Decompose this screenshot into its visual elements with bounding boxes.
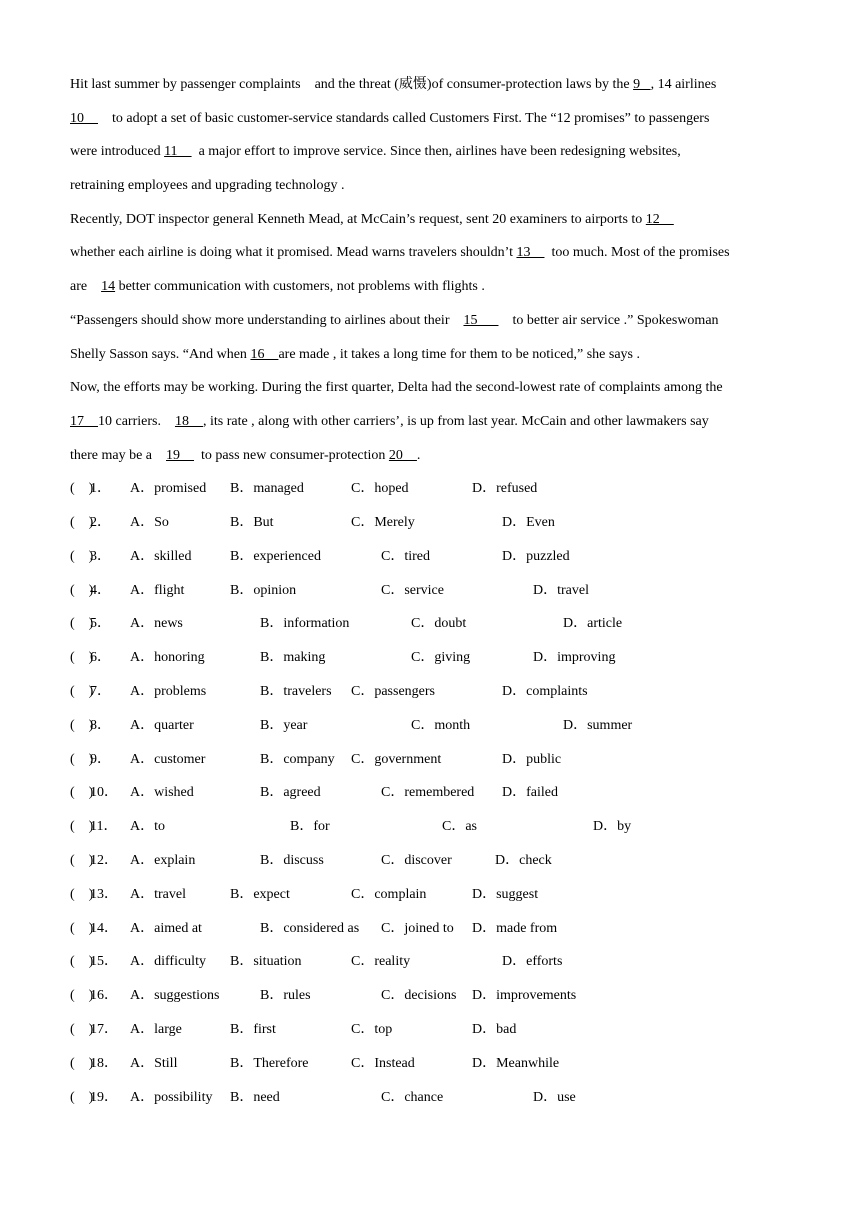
option-choice: A．Still: [130, 1055, 178, 1071]
option-choice: A．possibility: [130, 1089, 213, 1105]
question-number: 6．: [90, 650, 111, 666]
answer-blank[interactable]: ( ): [70, 886, 94, 902]
option-choice: B．situation: [230, 954, 302, 970]
option-choice: C．top: [351, 1022, 393, 1037]
option-choice: D．Meanwhile: [472, 1055, 560, 1071]
answer-blank[interactable]: ( ): [70, 988, 94, 1004]
answer-blank[interactable]: ( ): [70, 548, 94, 564]
answer-blank[interactable]: ( ): [70, 684, 94, 700]
question-row: [70, 814, 860, 848]
question-number: 8．: [90, 717, 111, 733]
passage-text: , its rate , along with other carriers’, is up from last year. McCain and other lawmakers say: [202, 413, 709, 429]
question-number: 1．: [90, 481, 111, 497]
option-choice: C．Instead: [351, 1055, 415, 1071]
passage-text: Recently, DOT inspector general Kenneth Mead, at McCain’s request, sent 20 examiners to airports to: [70, 211, 646, 227]
option-choice: B．considered as: [260, 920, 360, 936]
option-choice: C．discover: [381, 853, 452, 869]
question-number: 14．: [90, 920, 118, 936]
option-choice: C．as: [442, 819, 477, 835]
answer-blank[interactable]: ( ): [70, 650, 94, 666]
option-choice: D．summer: [563, 717, 633, 733]
answer-blank[interactable]: ( ): [70, 954, 94, 970]
option-choice: C．Merely: [351, 515, 415, 531]
passage-text: , 14 airlines: [650, 77, 717, 92]
passage-line: [70, 72, 860, 106]
option-choice: C．tired: [381, 548, 430, 564]
option-choice: C．doubt: [411, 616, 467, 632]
passage-text: a major effort to improve service. Since then, airlines have been redesigning websites,: [191, 144, 681, 160]
question-row: [70, 949, 860, 983]
option-choice: D．check: [495, 853, 552, 869]
blank-number: 18: [174, 413, 203, 429]
question-number: 9．: [90, 751, 111, 767]
option-choice: C．remembered: [381, 785, 475, 801]
blank-number: 14: [101, 279, 116, 295]
option-choice: D．made from: [472, 920, 558, 936]
passage-line: [70, 139, 860, 173]
option-choice: D．bad: [472, 1022, 517, 1037]
option-choice: C．joined to: [381, 920, 454, 936]
blank-number: 19: [166, 447, 195, 463]
blank-number: 15: [463, 312, 499, 328]
answer-blank[interactable]: ( ): [70, 853, 94, 869]
option-choice: B．opinion: [230, 582, 297, 598]
passage-line: [70, 308, 860, 342]
option-choice: D．puzzled: [502, 548, 570, 564]
question-number: 11．: [90, 819, 118, 835]
question-row: [70, 983, 860, 1017]
option-choice: C．hoped: [351, 481, 409, 497]
answer-blank[interactable]: ( ): [70, 751, 94, 767]
question-list: [0, 476, 860, 1118]
question-row: [70, 1017, 860, 1051]
question-row: [70, 1051, 860, 1085]
question-number: 7．: [90, 684, 111, 700]
blank-number: 13: [516, 245, 545, 261]
passage-text: .: [416, 447, 421, 463]
answer-blank[interactable]: ( ): [70, 1022, 94, 1037]
option-choice: B．experienced: [230, 548, 321, 564]
question-number: 16．: [90, 988, 118, 1004]
option-choice: B．need: [230, 1089, 280, 1105]
question-row: [70, 645, 860, 679]
option-choice: B．travelers: [260, 684, 332, 700]
option-choice: B．for: [290, 819, 330, 835]
option-choice: A．aimed at: [130, 920, 202, 936]
answer-blank[interactable]: ( ): [70, 920, 94, 936]
question-row: [70, 679, 860, 713]
passage-text: Shelly Sasson says. “And when: [70, 346, 251, 362]
option-choice: D．failed: [502, 785, 558, 801]
answer-blank[interactable]: ( ): [70, 717, 94, 733]
question-number: 10．: [90, 785, 118, 801]
question-row: [70, 780, 860, 814]
option-choice: C．month: [411, 717, 471, 733]
option-choice: C．giving: [411, 650, 471, 666]
blank-number: 9: [633, 77, 651, 92]
question-number: 2．: [90, 515, 111, 531]
question-row: [70, 747, 860, 781]
question-row: [70, 713, 860, 747]
option-choice: A．skilled: [130, 548, 192, 564]
option-choice: A．suggestions: [130, 988, 220, 1004]
option-choice: D．Even: [502, 515, 555, 531]
option-choice: B．first: [230, 1022, 276, 1037]
blank-number: 11: [164, 144, 192, 160]
option-choice: B．But: [230, 515, 274, 531]
answer-blank[interactable]: ( ): [70, 515, 94, 531]
option-choice: A．large: [130, 1022, 182, 1037]
option-choice: A．flight: [130, 582, 185, 598]
answer-blank[interactable]: ( ): [70, 1089, 94, 1105]
option-choice: D．refused: [472, 481, 538, 497]
answer-blank[interactable]: ( ): [70, 1055, 94, 1071]
option-choice: B．expect: [230, 886, 290, 902]
passage-text: too much. Most of the promises: [544, 245, 730, 261]
option-choice: A．travel: [130, 886, 186, 902]
option-choice: D．by: [593, 819, 632, 835]
passage-text: better communication with customers, not problems with flights .: [115, 279, 485, 295]
passage-text: whether each airline is doing what it promised. Mead warns travelers shouldn’t: [70, 245, 517, 261]
option-choice: D．suggest: [472, 886, 539, 902]
passage-text: to adopt a set of basic customer-service standards called Customers First. The “12 promises” to passengers: [98, 110, 710, 126]
passage-text: are made , it takes a long time for them to be noticed,” she says .: [278, 346, 640, 362]
question-row: [70, 1085, 860, 1119]
passage-line: [70, 106, 860, 140]
option-choice: D．efforts: [502, 954, 563, 970]
answer-blank[interactable]: ( ): [70, 582, 94, 598]
passage-text: are: [70, 279, 102, 295]
option-choice: D．use: [533, 1089, 576, 1105]
passage-text: Hit last summer by passenger complaints and the threat (威慑)of consumer-protection laws by the: [70, 77, 634, 92]
option-choice: B．managed: [230, 481, 304, 497]
option-choice: A．wished: [130, 785, 194, 801]
question-row: [70, 578, 860, 612]
option-choice: C．government: [351, 751, 442, 767]
question-row: [70, 544, 860, 578]
passage-line: [70, 342, 860, 376]
passage-text: 10 carriers.: [98, 413, 175, 429]
option-choice: C．chance: [381, 1089, 444, 1105]
passage-line: [70, 409, 860, 443]
option-choice: B．rules: [260, 988, 311, 1004]
option-choice: D．article: [563, 616, 623, 632]
blank-number: 16: [250, 346, 279, 362]
option-choice: D．public: [502, 751, 562, 767]
option-choice: D．travel: [533, 582, 589, 598]
option-choice: A．news: [130, 616, 183, 632]
passage-line: [70, 443, 860, 477]
question-row: [70, 916, 860, 950]
answer-blank[interactable]: ( ): [70, 616, 94, 632]
passage-line: [70, 207, 860, 241]
question-number: 4．: [90, 582, 111, 598]
passage-line: [70, 173, 860, 207]
option-choice: A．customer: [130, 751, 206, 767]
question-row: [70, 848, 860, 882]
option-choice: B．Therefore: [230, 1055, 309, 1071]
question-number: 13．: [90, 886, 118, 902]
blank-number: 10: [70, 110, 98, 126]
option-choice: A．difficulty: [130, 954, 206, 970]
question-number: 19．: [90, 1089, 118, 1105]
question-number: 12．: [90, 853, 118, 869]
passage-text: there may be a: [70, 447, 167, 463]
answer-blank[interactable]: ( ): [70, 785, 94, 801]
option-choice: D．complaints: [502, 684, 588, 700]
question-number: 17．: [90, 1022, 118, 1037]
option-choice: C．reality: [351, 954, 411, 970]
question-number: 15．: [90, 954, 118, 970]
option-choice: B．making: [260, 650, 326, 666]
option-choice: A．So: [130, 515, 169, 531]
option-choice: C．passengers: [351, 684, 435, 700]
option-choice: B．year: [260, 717, 308, 733]
passage-line: [70, 274, 860, 308]
question-row: [70, 882, 860, 916]
option-choice: B．agreed: [260, 785, 321, 801]
option-choice: A．to: [130, 819, 165, 835]
passage-text: “Passengers should show more understanding to airlines about their: [70, 312, 464, 328]
option-choice: A．promised: [130, 481, 207, 497]
option-choice: A．honoring: [130, 650, 205, 666]
question-row: [70, 510, 860, 544]
blank-number: 12: [645, 211, 674, 227]
passage-text: retraining employees and upgrading technology .: [70, 178, 345, 194]
option-choice: B．discuss: [260, 853, 324, 869]
option-choice: A．quarter: [130, 717, 194, 733]
option-choice: D．improvements: [472, 988, 577, 1004]
option-choice: D．improving: [533, 650, 616, 666]
blank-number: 17: [70, 413, 98, 429]
option-choice: B．information: [260, 616, 350, 632]
option-choice: C．decisions: [381, 988, 457, 1004]
passage-line: [70, 240, 860, 274]
answer-blank[interactable]: ( ): [70, 819, 94, 835]
option-choice: C．service: [381, 582, 444, 598]
blank-number: 20: [388, 447, 417, 463]
passage-text: Now, the efforts may be working. During the first quarter, Delta had the second-lowest rate of complaints among the: [70, 380, 723, 396]
cloze-passage: [0, 72, 860, 476]
passage-text: to better air service .” Spokeswoman: [498, 312, 719, 328]
question-row: [70, 476, 860, 510]
passage-text: to pass new consumer-protection: [194, 447, 389, 463]
passage-line: [70, 375, 860, 409]
answer-blank[interactable]: ( ): [70, 481, 94, 497]
question-number: 5．: [90, 616, 111, 632]
option-choice: A．problems: [130, 684, 207, 700]
option-choice: B．company: [260, 751, 335, 767]
option-choice: A．explain: [130, 853, 196, 869]
passage-text: were introduced: [70, 144, 165, 160]
option-choice: C．complain: [351, 886, 427, 902]
question-number: 18．: [90, 1055, 118, 1071]
question-row: [70, 611, 860, 645]
question-number: 3．: [90, 548, 111, 564]
